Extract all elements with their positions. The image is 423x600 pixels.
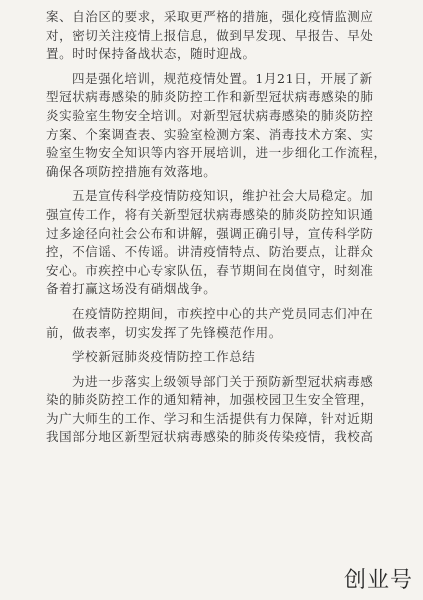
text-line: 为广大师生的工作、学习和生活提供有力保障，针对近期 — [46, 410, 374, 426]
text-line: 染的肺炎防控工作的通知精神，加强校园卫生安全管理， — [46, 392, 374, 408]
text-line: 案、自治区的要求，采取更严格的措施，强化疫情监测应 — [46, 9, 374, 24]
text-line: 我国部分地区新型冠状病毒感染的肺炎传染疫情，我校高 — [46, 429, 374, 445]
watermark-logo: 创业号 — [343, 568, 413, 593]
paragraph — [46, 8, 396, 64]
text-line: 置。时时保持备战状态，随时迎战。 — [46, 46, 256, 62]
document-body — [46, 8, 396, 447]
text-line: 强宣传工作，将有关新型冠状病毒感染的肺炎防控知识通 — [46, 206, 374, 222]
text-line: 炎实验室生物安全培训。对新型冠状病毒感染的肺炎防控 — [46, 107, 374, 123]
text-line: 前，做表率，切实发挥了先锋模范作用。 — [46, 324, 282, 340]
text-line: 型冠状病毒感染的肺炎防控工作和新型冠状病毒感染的肺 — [46, 89, 374, 105]
text-line: 确保各项防控措施有效落地。 — [46, 163, 217, 179]
paragraph — [46, 305, 396, 342]
text-line: 在疫情防控期间，市疾控中心的共产党员同志们冲在 — [72, 305, 374, 321]
text-line: 对，密切关注疫情上报信息，做到早发现、早报告、早处 — [46, 27, 374, 43]
text-line: 五是宣传科学疫情防疫知识，维护社会大局稳定。加 — [72, 188, 374, 204]
text-line: 学校新冠肺炎疫情防控工作总结 — [72, 349, 256, 365]
text-line: 过多途径向社会公布和讲解，强调正确引导，宣传科学防 — [46, 225, 374, 241]
text-line: 四是强化培训，规范疫情处置。1月21日，开展了新 — [72, 70, 373, 86]
text-line: 验室生物安全知识等内容开展培训，进一步细化工作流程， — [46, 145, 387, 161]
text-line: 方案、个案调查表、实验室检测方案、消毒技术方案、实 — [46, 126, 374, 142]
text-line: 为进一步落实上级领导部门关于预防新型冠状病毒感 — [72, 373, 374, 389]
paragraph — [46, 70, 396, 182]
text-line: 安心。市疾控中心专家队伍，春节期间在岗值守，时刻准 — [46, 262, 374, 278]
paragraph — [46, 187, 396, 299]
paragraph — [46, 348, 396, 367]
paragraph — [46, 373, 396, 447]
text-line: 备着打赢这场没有硝烟战争。 — [46, 281, 217, 297]
text-line: 控，不信谣、不传谣。讲清疫情特点、防治要点，让群众 — [46, 244, 374, 260]
